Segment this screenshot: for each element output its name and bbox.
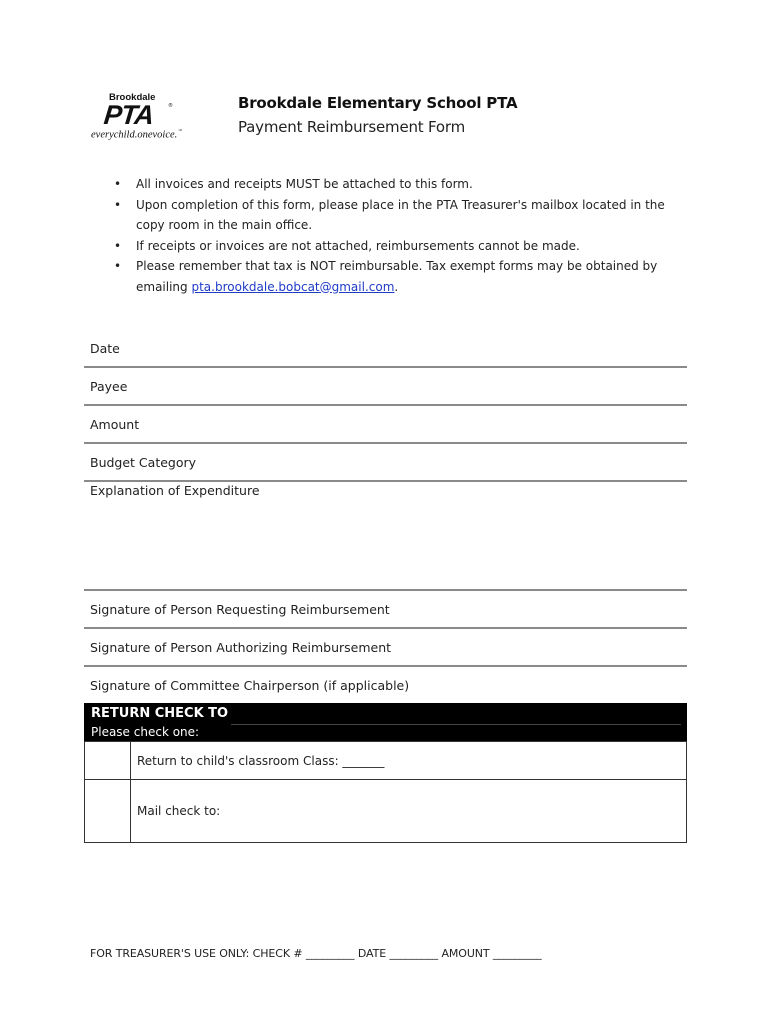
instructions-list — [112, 174, 672, 297]
signature-chairperson-label: Signature of Committee Chairperson (if applicable) — [90, 678, 410, 693]
form-subtitle: Payment Reimbursement Form — [238, 118, 466, 136]
signature-authorizing-label: Signature of Person Authorizing Reimbursement — [90, 640, 392, 655]
signature-requesting-line[interactable] — [84, 627, 687, 629]
payee-line[interactable] — [84, 404, 687, 406]
bullet-icon: • — [114, 197, 122, 212]
bullet-icon: • — [114, 238, 122, 253]
explanation-area-line[interactable] — [84, 589, 687, 591]
checkbox-column-divider — [130, 742, 131, 842]
budget-category-line[interactable] — [84, 480, 687, 482]
explanation-label: Explanation of Expenditure — [90, 483, 260, 498]
date-label: Date — [90, 341, 120, 356]
return-check-instruction: Please check one: — [91, 725, 200, 739]
date-line[interactable] — [84, 366, 687, 368]
instruction-item: • Upon completion of this form, please place in the PTA Treasurer's mailbox located in the copy room in the main office. — [112, 195, 672, 236]
instruction-item: • If receipts or invoices are not attached, reimbursements cannot be made. — [112, 236, 672, 257]
classroom-checkbox[interactable] — [85, 742, 130, 779]
logo-pta-mark: PTA — [102, 100, 155, 130]
options-row-divider — [85, 779, 686, 780]
signature-requesting-label: Signature of Person Requesting Reimbursement — [90, 602, 390, 617]
treasurer-use-footer: FOR TREASURER'S USE ONLY: CHECK # _________ DATE _________ AMOUNT _________ — [90, 947, 542, 960]
instruction-item: • All invoices and receipts MUST be attached to this form. — [112, 174, 672, 195]
budget-category-label: Budget Category — [90, 455, 197, 470]
amount-line[interactable] — [84, 442, 687, 444]
header-divider — [231, 724, 681, 725]
logo-org-name: Brookdale — [109, 92, 156, 103]
mail-checkbox[interactable] — [85, 780, 130, 842]
form-title: Brookdale Elementary School PTA — [238, 94, 518, 112]
payee-label: Payee — [90, 379, 128, 394]
option-mail-label: Mail check to: — [137, 804, 221, 818]
return-check-title: RETURN CHECK TO — [91, 706, 229, 721]
registered-mark-icon: ® — [168, 103, 173, 109]
amount-label: Amount — [90, 417, 140, 432]
logo-tagline: everychild.onevoice.℠ — [91, 129, 183, 141]
pta-email-link[interactable]: pta.brookdale.bobcat@gmail.com — [191, 279, 395, 294]
bullet-icon: • — [114, 177, 122, 191]
return-check-options — [84, 741, 687, 843]
option-classroom-label: Return to child's classroom Class: _______ — [137, 754, 385, 768]
signature-authorizing-line[interactable] — [84, 665, 687, 667]
return-check-header — [84, 703, 687, 741]
bullet-icon: • — [114, 259, 122, 273]
pta-logo — [88, 90, 192, 146]
instruction-item: • Please remember that tax is NOT reimbursable. Tax exempt forms may be obtained by emailing pta.brookdale.bobcat@gmail.com. — [112, 256, 672, 297]
